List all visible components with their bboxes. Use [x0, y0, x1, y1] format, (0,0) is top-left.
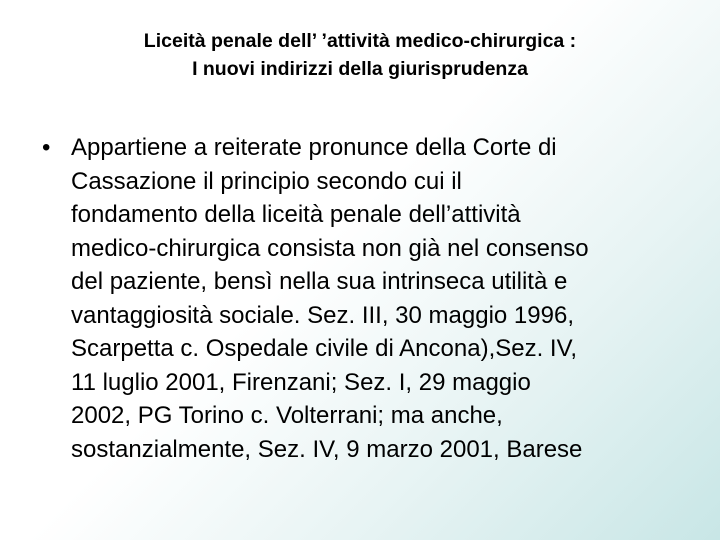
bullet-line: 2002, PG Torino c. Volterrani; ma anche, [71, 402, 503, 429]
bullet-text [71, 131, 690, 466]
slide-title [40, 27, 680, 83]
bullet-icon: • [42, 134, 51, 161]
title-line: Liceità penale dell’ ’attività medico-chirurgica : [143, 30, 577, 52]
bullet-item [40, 131, 690, 466]
bullet-line: 11 luglio 2001, Firenzani; Sez. I, 29 maggio [71, 368, 531, 396]
bullet-line: medico-chirurgica consista non già nel consenso [71, 234, 589, 262]
bullet-line: del paziente, bensì nella sua intrinseca utilità e [71, 268, 568, 295]
bullet-line: sostanzialmente, Sez. IV, 9 marzo 2001, Barese [71, 435, 583, 463]
slide-body [40, 131, 690, 466]
title-line: I nuovi indirizzi della giurisprudenza [192, 58, 528, 80]
bullet-line: fondamento della liceità penale dell’attività [71, 201, 521, 228]
bullet-line: Appartiene a reiterate pronunce della Corte di [71, 134, 557, 161]
bullet-line: Scarpetta c. Ospedale civile di Ancona),Sez. IV, [71, 335, 578, 362]
bullet-line: Cassazione il principio secondo cui il [71, 167, 462, 195]
bullet-line: vantaggiosità sociale. Sez. III, 30 maggio 1996, [71, 301, 574, 329]
